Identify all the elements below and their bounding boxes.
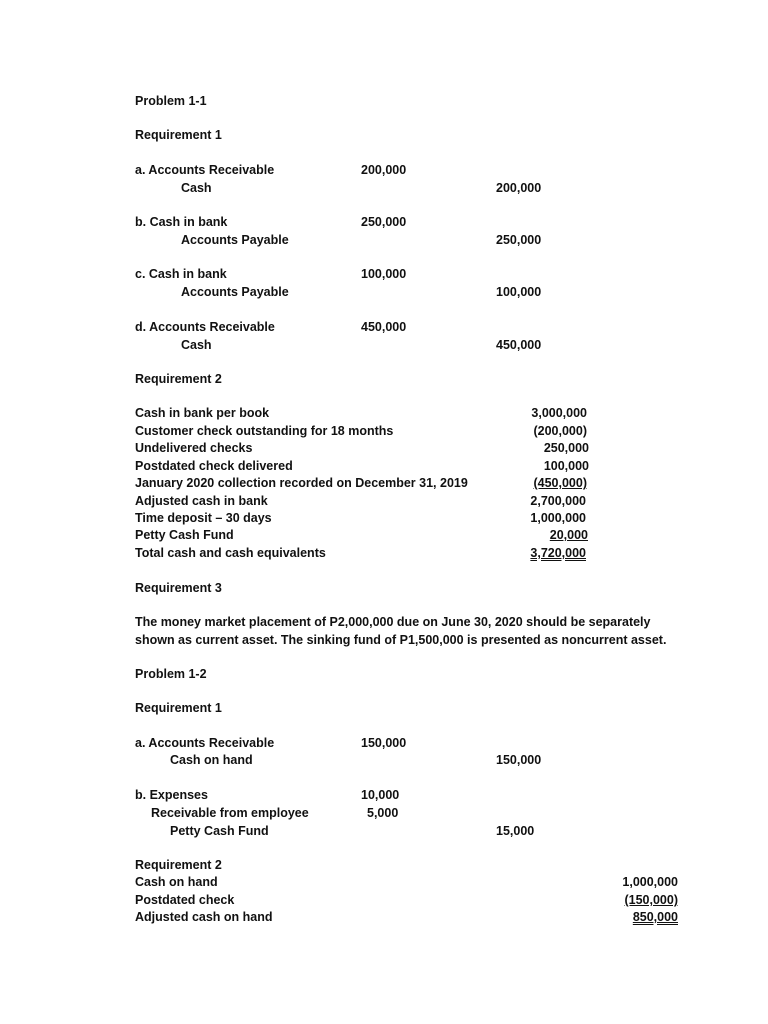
journal-debit-account: b. Expenses [135,788,208,802]
recon-total-amount: 3,720,000 [530,546,586,560]
p1-req1-heading: Requirement 1 [135,128,222,142]
recon-label: Undelivered checks [135,441,253,455]
journal-credit-account: Cash on hand [170,753,253,767]
journal-debit-amount: 150,000 [361,736,407,750]
journal-debit-amount: 5,000 [367,806,399,820]
journal-credit-amount: 200,000 [496,181,542,195]
recon-total-label: Total cash and cash equivalents [135,546,326,560]
recon-label: Time deposit – 30 days [135,511,272,525]
cash-label: Postdated check [135,893,235,907]
cash-amount: 1,000,000 [622,875,678,889]
problem-1-1-title: Problem 1-1 [135,94,207,108]
recon-label: January 2020 collection recorded on December 31, 2019 [135,476,468,490]
recon-label: Postdated check delivered [135,459,293,473]
recon-label: Cash in bank per book [135,406,270,420]
journal-credit-account: Accounts Payable [181,285,289,299]
journal-debit-amount: 100,000 [361,267,407,281]
journal-credit-account: Cash [181,338,212,352]
journal-credit-amount: 150,000 [496,753,542,767]
journal-credit-amount: 250,000 [496,233,542,247]
p1-req2-heading: Requirement 2 [135,372,222,386]
journal-debit-amount: 200,000 [361,163,407,177]
journal-credit-amount: 450,000 [496,338,542,352]
problem-1-2-title: Problem 1-2 [135,667,207,681]
recon-label: Adjusted cash in bank [135,494,268,508]
cash-amount: (150,000) [624,893,678,907]
journal-debit-account: a. Accounts Receivable [135,163,275,177]
journal-credit-account: Petty Cash Fund [170,824,269,838]
p1-req3-heading: Requirement 3 [135,581,222,595]
journal-debit-amount: 10,000 [361,788,400,802]
journal-debit-account: a. Accounts Receivable [135,736,275,750]
cash-total-amount: 850,000 [632,910,678,924]
recon-amount: 2,700,000 [530,494,586,508]
journal-credit-account: Cash [181,181,212,195]
recon-amount: 250,000 [543,441,589,455]
journal-credit-account: Accounts Payable [181,233,289,247]
journal-debit-account: b. Cash in bank [135,215,228,229]
recon-amount: 100,000 [543,459,589,473]
cash-total-label: Adjusted cash on hand [135,910,273,924]
recon-label: Petty Cash Fund [135,528,234,542]
journal-credit-amount: 100,000 [496,285,542,299]
journal-debit-account: c. Cash in bank [135,267,227,281]
recon-amount: 20,000 [549,528,588,542]
p2-req2-heading: Requirement 2 [135,858,222,872]
recon-amount: 3,000,000 [531,406,587,420]
journal-debit-account: Receivable from employee [151,806,309,820]
journal-credit-amount: 15,000 [496,824,535,838]
journal-debit-account: d. Accounts Receivable [135,320,275,334]
recon-amount: (450,000) [533,476,587,490]
cash-label: Cash on hand [135,875,218,889]
p1-req3-paragraph: The money market placement of P2,000,000 due on June 30, 2020 should be separately shown as current asset. The sinking fund of P1,500,000 is presented as noncurrent asset. [135,615,667,647]
recon-amount: (200,000) [533,424,587,438]
journal-debit-amount: 250,000 [361,215,407,229]
journal-debit-amount: 450,000 [361,320,407,334]
recon-amount: 1,000,000 [530,511,586,525]
p2-req1-heading: Requirement 1 [135,701,222,715]
recon-label: Customer check outstanding for 18 months [135,424,394,438]
